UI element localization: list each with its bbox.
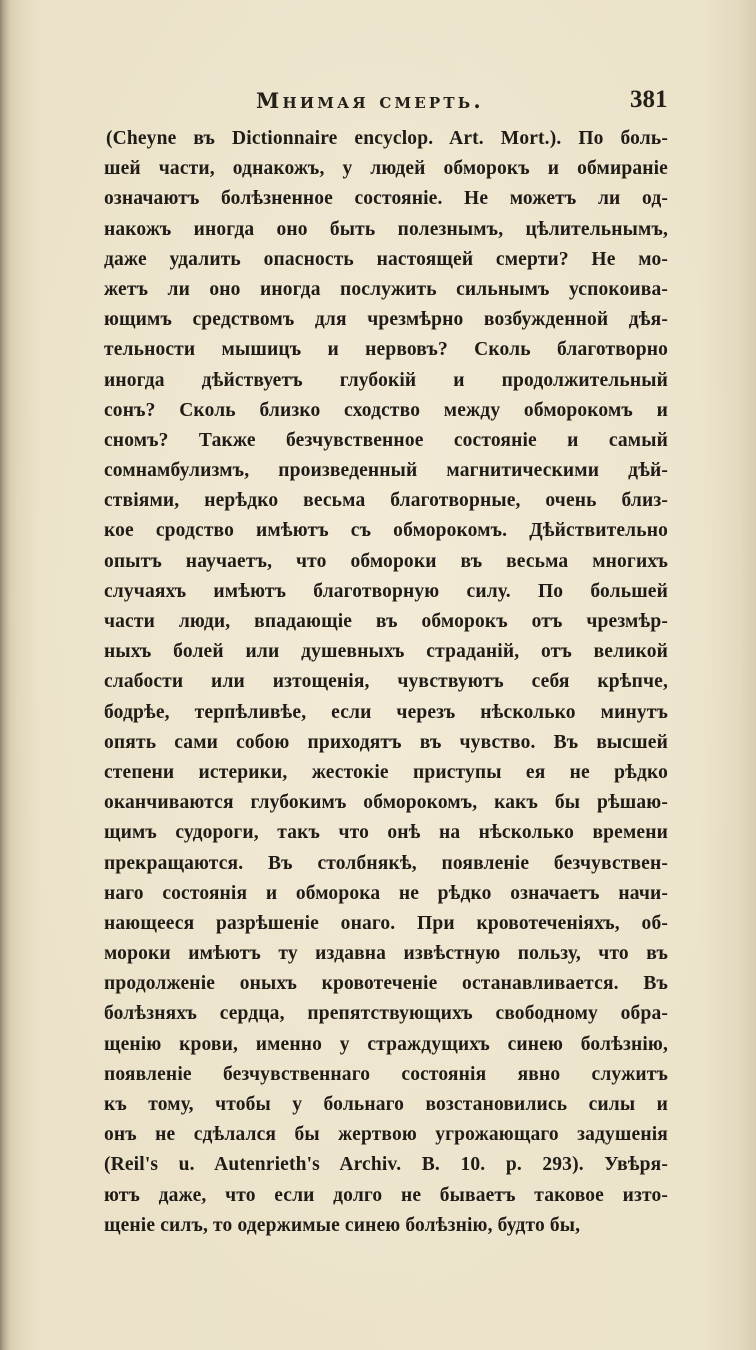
text-line: слабости или изтощенія, чувствуютъ себя крѣпче, xyxy=(104,671,668,693)
text-line: сомнамбулизмъ, произведенный магнитическими дѣй- xyxy=(104,460,668,482)
text-line: случаяхъ имѣютъ благотворную силу. По большей xyxy=(104,580,668,602)
text-line: бодрѣе, терпѣливѣе, если черезъ нѣсколько минутъ xyxy=(104,701,668,723)
text-line: жетъ ли оно иногда послужить сильнымъ успокоива- xyxy=(104,278,668,300)
text-line: щимъ судороги, такъ что онѣ на нѣсколько времени xyxy=(104,822,668,844)
text-line: ныхъ болей или душевныхъ страданій, отъ великой xyxy=(104,641,668,663)
text-line: къ тому, чтобы у больнаго возстановились силы и xyxy=(104,1094,668,1115)
text-line: ющимъ средствомъ для чрезмѣрно возбужденной дѣя- xyxy=(104,309,668,331)
text-line: щеніе силъ, то одержимые синею болѣзнію, будто бы, xyxy=(104,1214,581,1236)
text-line: степени истерики, жестокіе приступы ея не рѣдко xyxy=(104,761,668,783)
text-line: сонъ? Сколь близко сходство между обморокомъ и xyxy=(104,399,668,421)
running-head xyxy=(110,86,670,120)
text-line: кое сродство имѣютъ съ обморокомъ. Дѣйствительно xyxy=(104,520,668,542)
text-line: ствіями, нерѣдко весьма благотворные, очень близ- xyxy=(104,490,668,512)
text-line: сномъ? Также безчувственное состояніе и самый xyxy=(104,429,668,451)
text-line: щенію крови, именно у страждущихъ синею болѣзнію, xyxy=(104,1033,668,1055)
text-line: даже удалить опасность настоящей смерти? Не мо- xyxy=(104,248,668,270)
text-line: нающееся разрѣшеніе онаго. При кровотеченіяхъ, об- xyxy=(104,912,668,934)
text-line: наго состоянія и обморока не рѣдко означаетъ начи- xyxy=(104,882,668,904)
text-line: накожъ иногда оно быть полезнымъ, цѣлительнымъ, xyxy=(104,218,668,240)
text-line: появленіе безчувственнаго состоянія явно служитъ xyxy=(104,1063,668,1085)
text-line: тельности мышицъ и нервовъ? Сколь благотворно xyxy=(104,339,668,361)
text-line: онъ не сдѣлался бы жертвою угрожающаго задушенія xyxy=(104,1124,668,1146)
text-line: ютъ даже, что если долго не бываетъ таковое изто- xyxy=(104,1184,668,1206)
text-line: означаютъ болѣзненное состояніе. Не можетъ ли од- xyxy=(104,188,668,210)
text-line: продолженіе оныхъ кровотеченіе останавливается. Въ xyxy=(104,973,668,995)
text-line: опытъ научаетъ, что обмороки въ весьма многихъ xyxy=(104,550,668,572)
body-text xyxy=(104,124,668,1304)
text-line: прекращаются. Въ столбнякѣ, появленіе безчувствен- xyxy=(104,852,668,874)
text-line: шей части, однакожъ, у людей обморокъ и обмираніе xyxy=(104,158,668,180)
running-head-title: Мнимая смерть. xyxy=(256,88,484,113)
text-line: мороки имѣютъ ту издавна извѣстную пользу, что въ xyxy=(104,943,668,965)
text-line: (Reil's u. Autenrieth's Archiv. B. 10. p. 293). Увѣря- xyxy=(104,1154,668,1176)
text-line: части люди, впадающіе въ обморокъ отъ чрезмѣр- xyxy=(104,611,668,632)
page-binding-shadow xyxy=(0,0,10,1350)
text-line: оканчиваются глубокимъ обморокомъ, какъ бы рѣшаю- xyxy=(104,792,668,814)
text-line: болѣзняхъ сердца, препятствующихъ свободному обра- xyxy=(104,1003,668,1025)
page-number: 381 xyxy=(630,86,668,113)
text-line: опять сами собою приходятъ въ чувство. Въ высшей xyxy=(104,731,668,753)
text-line: (Cheyne въ Dictionnaire encyclop. Art. Mort.). По боль- xyxy=(106,128,668,149)
text-line: иногда дѣйствуетъ глубокій и продолжительный xyxy=(104,369,668,391)
